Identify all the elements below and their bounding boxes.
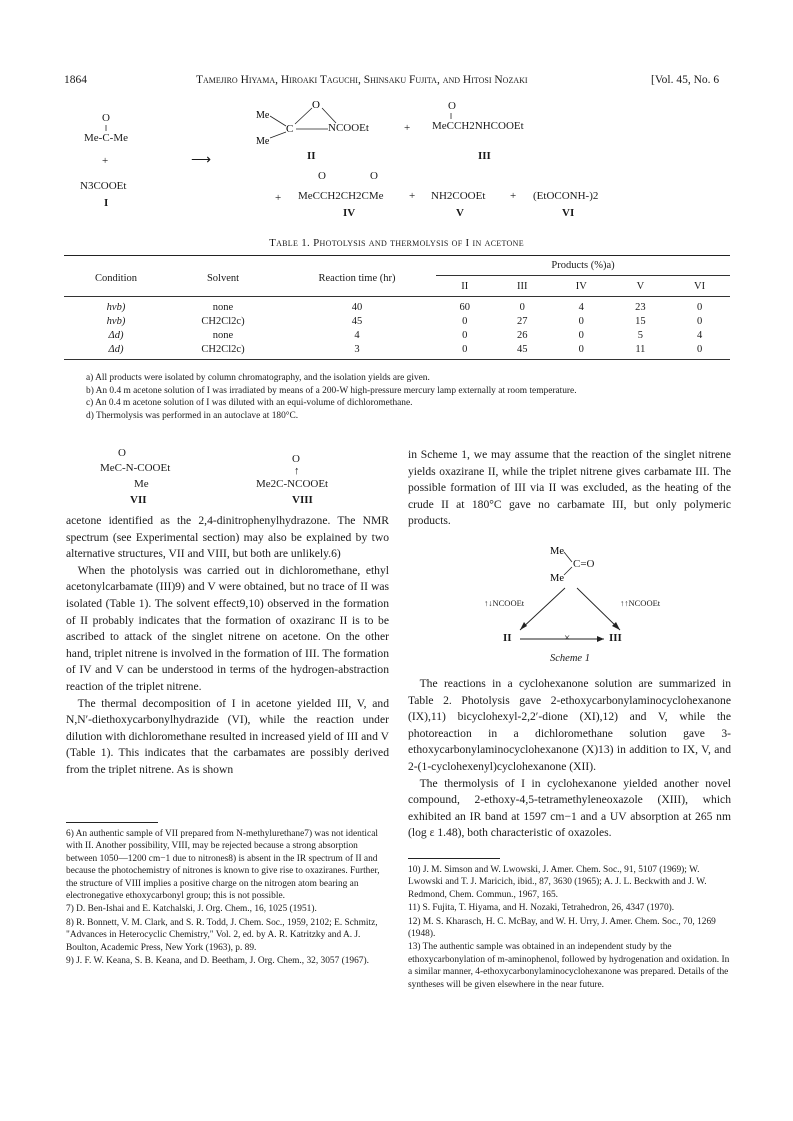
right-paragraph-2: The thermolysis of I in cyclohexanone yielded another novel compound, 2-ethoxy-4,5-tetramethyleneoxazole (XIII), which exhibited an IR band at 1597 cm−1 and a UV absorption at 265 nm (log ε 1.48), both characteristic of oxazoles. bbox=[408, 776, 731, 840]
carbonyl-o: O bbox=[102, 112, 110, 124]
cell-product-value: 23 bbox=[635, 302, 646, 313]
reactant-acetone: Me-C-Me bbox=[84, 132, 128, 144]
label-VII: VII bbox=[130, 494, 147, 506]
svg-text:Me: Me bbox=[256, 110, 270, 121]
carbonyl-bond-III: ‖ bbox=[450, 112, 453, 121]
label-I: I bbox=[104, 197, 109, 209]
cell-condition: hνb) bbox=[106, 316, 126, 327]
svg-text:Me: Me bbox=[256, 136, 270, 147]
label-VI: VI bbox=[562, 207, 575, 219]
label-V: V bbox=[456, 207, 464, 219]
label-II: II bbox=[307, 150, 316, 162]
reactant-azide: N3COOEt bbox=[80, 180, 127, 192]
cell-condition: Δd) bbox=[108, 344, 124, 355]
col-solvent: Solvent bbox=[206, 272, 240, 284]
svg-text:Me: Me bbox=[550, 573, 564, 584]
col-V: V bbox=[636, 280, 645, 292]
carbonyl-o-IV-1: O bbox=[318, 170, 326, 182]
reaction-arrow: ⟶ bbox=[191, 153, 212, 168]
product-III: MeCCH2NHCOOEt bbox=[432, 120, 524, 132]
cell-product-value: 0 bbox=[578, 316, 584, 327]
cell-product-value: 0 bbox=[578, 344, 584, 355]
VII-formula: MeC-N-COOEt bbox=[100, 462, 171, 474]
volume-info: [Vol. 45, No. 6 bbox=[651, 74, 720, 86]
table-row bbox=[64, 328, 730, 342]
col-condition: Condition bbox=[94, 272, 137, 284]
svg-text:Me: Me bbox=[550, 546, 564, 557]
cell-product-value: 0 bbox=[462, 330, 468, 341]
footnote-13: 13) The authentic sample was obtained in an independent study by the ethoxycarbonylation of m-aminophenol, followed by hydrogenation and oxidation. In a similar manner, 4-ethoxycarbonylaminocyclohexanone was prepared. Details of the syntheses will be given elsewhere in the near future. bbox=[408, 942, 730, 990]
cell-condition: hνb) bbox=[106, 302, 126, 313]
cell-product-value: 0 bbox=[519, 302, 525, 313]
footnotes-left bbox=[66, 828, 389, 968]
VII-methyl: Me bbox=[134, 478, 149, 490]
footnote-10: 10) J. M. Simson and W. Lwowski, J. Amer. Chem. Soc., 91, 5107 (1969); W. Lwowski and T. J. Maricich, ibid., 87, 3630 (1965); A. J. L. Beckwith and J. W. Redmond, Chem. Commun., 1967, 165. bbox=[408, 865, 707, 900]
VIII-oxygen: O bbox=[292, 453, 300, 465]
footnote-12: 12) M. S. Kharasch, H. C. McBay, and W. H. Urry, J. Amer. Chem. Soc., 70, 1269 (1948). bbox=[408, 916, 716, 940]
footnote-11: 11) S. Fujita, T. Hiyama, and H. Nozaki, Tetrahedron, 26, 4347 (1970). bbox=[408, 903, 675, 914]
plus-sign: + bbox=[102, 155, 109, 167]
col-III: III bbox=[516, 280, 528, 292]
cell-product-value: 0 bbox=[696, 316, 703, 327]
col-II: II bbox=[461, 281, 469, 292]
oxazirane-group: NCOOEt bbox=[328, 122, 369, 134]
product-V: NH2COOEt bbox=[431, 190, 486, 202]
VIII-formula: Me2C-NCOOEt bbox=[256, 478, 329, 490]
note-c: c) An 0.4 m acetone solution of I was diluted with an equi-volume of dichloromethane. bbox=[86, 398, 413, 409]
plus-sign-2: + bbox=[404, 122, 411, 134]
cell-solvent: none bbox=[212, 330, 234, 341]
cell-product-value: 0 bbox=[462, 344, 468, 355]
left-paragraph-2: When the photolysis was carried out in dichloromethane, ethyl acetonylcarbamate (III)9) and V were obtained, but no trace of II was isolated (Table 1). The solvent effect9,10) observed in the formation of II probably indicates that the formation of oxaziranc II is to be ascribed to attack of the singlet nitrene on acetone. On the other hand, triplet nitrene is involved in the formation of III. The formation of IV and V can be understood in terms of the hydrogen-abstraction reaction of the triplet nitrene. bbox=[66, 563, 389, 693]
note-d: d) Thermolysis was performed in an autoclave at 180°C. bbox=[86, 410, 299, 421]
cell-product-value: 0 bbox=[462, 316, 468, 327]
cell-product-value: 4 bbox=[696, 330, 703, 341]
left-column-text bbox=[66, 513, 389, 779]
table-row bbox=[64, 314, 730, 328]
cell-product-value: 26 bbox=[516, 330, 528, 341]
scheme1-II: II bbox=[503, 632, 512, 644]
cell-condition: Δd) bbox=[108, 330, 124, 341]
VII-carbonyl-o: O bbox=[118, 447, 126, 459]
VIII-arrow: ↑ bbox=[294, 465, 300, 477]
svg-text:C: C bbox=[286, 123, 294, 135]
cell-product-value: 27 bbox=[516, 316, 528, 327]
cell-time: 4 bbox=[354, 330, 360, 341]
cell-product-value: 4 bbox=[578, 302, 584, 313]
singlet-nitrene: ↑↓NCOOEt bbox=[484, 598, 525, 608]
table-row bbox=[64, 297, 730, 315]
left-paragraph-1: acetone identified as the 2,4-dinitrophenylhydrazone. The NMR spectrum (see Experimental section) may also be explained by two alternative structures, VII and VIII, but both are unlikely.6) bbox=[66, 514, 389, 561]
page-number: 1864 bbox=[64, 74, 87, 86]
cell-product-value: 0 bbox=[578, 330, 584, 341]
triplet-nitrene: ↑↑NCOOEt bbox=[620, 598, 661, 608]
col-IV: IV bbox=[575, 280, 587, 292]
left-paragraph-3: The thermal decomposition of I in acetone yielded III, V, and N,N′-diethoxycarbonylhydrazide (VI), while the reaction under dilution with dichloromethane resulted in increased yield of III and V (Table 1). This indicates that the carbamates are possibly derived from the triplet nitrene. As is shown bbox=[66, 696, 389, 776]
carbonyl-bond: ‖ bbox=[105, 124, 108, 133]
col-VI: VI bbox=[694, 280, 706, 292]
right-column-bottom bbox=[408, 676, 731, 842]
footnote-rule-right bbox=[408, 858, 500, 859]
scheme1-caption: Scheme 1 bbox=[550, 653, 590, 664]
footnote-7: 7) D. Ben-Ishai and E. Katchalski, J. Org. Chem., 16, 1025 (1951). bbox=[66, 904, 317, 915]
plus-sign-5: + bbox=[510, 190, 517, 202]
table1 bbox=[64, 260, 730, 360]
carbonyl-o-III: O bbox=[448, 100, 456, 112]
cell-solvent: CH2Cl2c) bbox=[201, 316, 245, 327]
cell-time: 40 bbox=[351, 302, 363, 313]
footnote-rule-left bbox=[66, 822, 158, 823]
col-reaction-time: Reaction time (hr) bbox=[318, 272, 396, 284]
footnote-9: 9) J. F. W. Keana, S. B. Keana, and D. Beetham, J. Org. Chem., 32, 3057 (1967). bbox=[66, 956, 369, 967]
cell-product-value: 11 bbox=[635, 344, 646, 355]
running-authors: Tamejiro Hiyama, Hiroaki Taguchi, Shinsaku Fujita, and Hitosi Nozaki bbox=[196, 74, 528, 86]
table1-notes bbox=[86, 372, 726, 422]
label-III: III bbox=[478, 150, 491, 162]
label-IV: IV bbox=[343, 207, 356, 219]
note-b: b) An 0.4 m acetone solution of I was irradiated by means of a 200-W high-pressure mercury lamp externally at room temperature. bbox=[86, 385, 577, 396]
cell-product-value: 0 bbox=[696, 344, 703, 355]
table-header-row bbox=[64, 260, 730, 276]
product-IV: MeCCH2CH2CMe bbox=[298, 190, 384, 202]
cell-time: 3 bbox=[354, 344, 360, 355]
note-a: a) All products were isolated by column chromatography, and the isolation yields are given. bbox=[86, 373, 430, 383]
table-top-rule bbox=[64, 255, 730, 256]
plus-sign-4: + bbox=[409, 190, 416, 202]
svg-text:O: O bbox=[312, 99, 320, 111]
scheme1-carbonyl: C=O bbox=[573, 558, 595, 570]
right-paragraph-1: The reactions in a cyclohexanone solution are summarized in Table 2. Photolysis gave 2-ethoxycarbonylaminocyclohexanone (IX),11) bicyclohexyl-2,2′-dione (XI),12) and V, while the photoreaction in a dichloromethane solution gave 3-ethoxycarbonylaminocyclohexanone (X)13) in addition to IX, V, and 2-(1-cyclohexenyl)cyclohexanone (XII). bbox=[408, 677, 731, 773]
cell-time: 45 bbox=[351, 316, 363, 327]
footnote-8: 8) R. Bonnett, V. M. Clark, and S. R. Todd, J. Chem. Soc., 1959, 2102; E. Schmitz, "Advances in Heterocyclic Chemistry," Vol. 2, ed. by A. R. Katritzky and A. J. Boulton, Academic Press, New York (1963), p. 89. bbox=[66, 917, 378, 953]
cell-product-value: 5 bbox=[637, 330, 643, 341]
cell-product-value: 60 bbox=[459, 302, 470, 313]
footnotes-right bbox=[408, 864, 731, 992]
cell-solvent: none bbox=[212, 302, 234, 313]
right-column-top: in Scheme 1, we may assume that the reaction of the singlet nitrene yields oxazirane II, while the triplet nitrene gives carbamate III. The possible formation of III via II was excluded, as the heating of the crude II at 180°C gave no carbamate III, but only polymeric products. bbox=[408, 448, 731, 528]
cell-solvent: CH2Cl2c) bbox=[201, 344, 245, 355]
plus-sign-3: + bbox=[275, 192, 282, 204]
scheme1-cross: × bbox=[564, 632, 571, 644]
cell-product-value: 15 bbox=[635, 316, 646, 327]
scheme1-III: III bbox=[609, 632, 622, 644]
carbonyl-o-IV-2: O bbox=[370, 170, 378, 182]
product-VI: (EtOCONH-)2 bbox=[533, 190, 599, 202]
label-VIII: VIII bbox=[292, 494, 313, 506]
footnote-6: 6) An authentic sample of VII prepared from N-methylurethane7) was not identical with II. Another possibility, VIII, may be rejected because a strong absorption between 1050—1200 cm−1 due to nitrones8) is absent in the IR spectrum of II and because the photochemistry of nitrones is known to give rise to oxaziranes. Further, the structure of VIII implies a positive charge on the nitrogen atom bearing an electronegative ethoxycarbonyl group; this is not possible. bbox=[66, 829, 380, 902]
cell-product-value: 45 bbox=[516, 344, 528, 355]
table-row bbox=[64, 342, 730, 360]
col-products: Products (%)a) bbox=[436, 260, 730, 276]
cell-product-value: 0 bbox=[696, 302, 703, 313]
table1-caption: Table 1. Photolysis and thermolysis of I in acetone bbox=[269, 237, 524, 249]
